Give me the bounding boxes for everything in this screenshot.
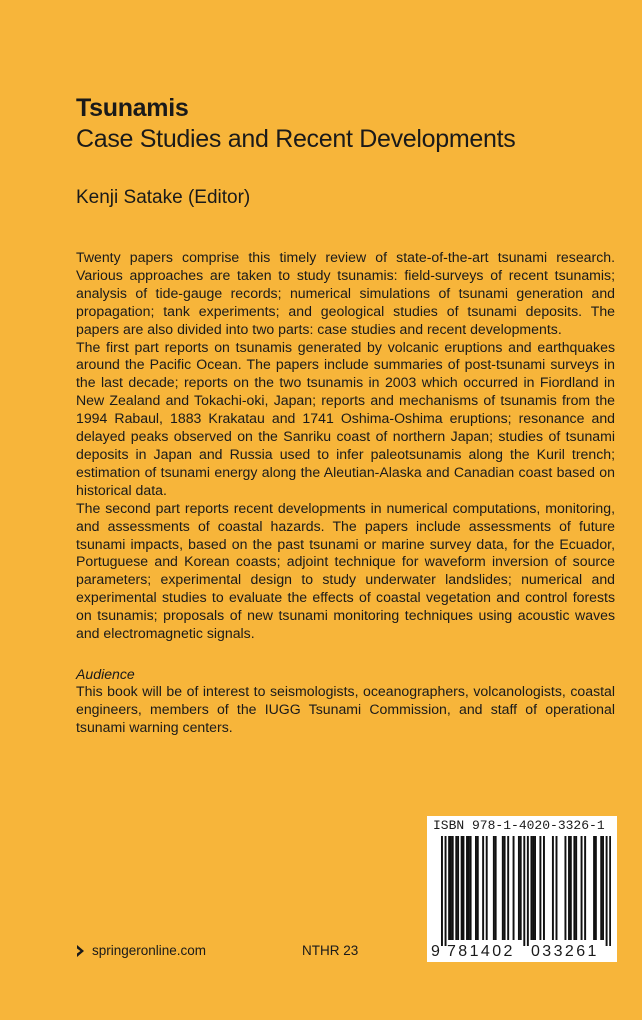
audience-text: This book will be of interest to seismologists, oceanographers, volcanologists, coastal engineers, members of the IUGG Tsunami Commission, and staff of operational tsunami warning centers. xyxy=(76,683,615,735)
description-paragraph-1: Twenty papers comprise this timely review of state-of-the-art tsunami research. Various approaches are taken to study tsunamis: field-surveys of recent tsunamis; analysis of tide-gauge records; numerical simulations of tsunami generation and propagation; tank experiments; and geological studies of tsunami deposits. The papers are also divided into two parts: case studies and recent developments. xyxy=(76,249,615,337)
book-subtitle: Case Studies and Recent Developments xyxy=(76,125,516,153)
barcode-bar xyxy=(462,836,464,940)
website-text: springeronline.com xyxy=(92,943,207,958)
barcode-bar xyxy=(504,836,506,940)
barcode-bar xyxy=(502,836,504,940)
barcode xyxy=(427,816,617,962)
barcode-bar xyxy=(556,836,558,940)
barcode-bar xyxy=(593,836,595,940)
audience-heading: Audience xyxy=(76,666,135,682)
barcode-bar xyxy=(468,836,470,940)
barcode-bar xyxy=(455,836,457,940)
description-paragraph-2: The first part reports on tsunamis generated by volcanic eruptions and earthquakes around the Pacific Ocean. The papers include summaries of post-tsunami surveys in the last decade; reports on the two tsunamis in 2003 which occurred in Fiordland in New Zealand and Tokachi-oki, Japan; reports and mechanisms of tsunamis from the 1994 Rabaul, 1883 Krakatau and 1741 Oshima-Oshima eruptions; resonance and delayed peaks observed on the Sanriku coast of northern Japan; studies of tsunami deposits in Japan and Russia used to infer paleotsunamis along the Kuril trench; estimation of tsunami energy along the Aleutian-Alaska and Canadian coast based on historical data. xyxy=(76,338,615,498)
barcode-bar xyxy=(486,836,488,940)
barcode-bar xyxy=(450,836,452,940)
barcode-lead-digit: 9 xyxy=(431,943,440,960)
barcode-bar xyxy=(448,836,450,940)
barcode-bar xyxy=(530,836,532,940)
barcode-bar xyxy=(507,836,509,940)
series-code: NTHR 23 xyxy=(302,943,359,958)
barcode-bar xyxy=(570,836,572,940)
barcode-bar xyxy=(445,836,447,946)
barcode-bar xyxy=(606,836,608,946)
arrow-right-icon xyxy=(76,944,86,958)
barcode-bar xyxy=(461,836,463,940)
barcode-bar xyxy=(518,836,520,940)
barcode-bar xyxy=(552,836,554,940)
barcode-bar xyxy=(602,836,604,940)
barcode-bar xyxy=(584,836,586,940)
barcode-bar xyxy=(609,836,611,946)
barcode-bar xyxy=(441,836,443,946)
barcode-bar xyxy=(595,836,597,940)
barcode-bar xyxy=(495,836,497,940)
barcode-bar xyxy=(466,836,468,940)
barcode-bar xyxy=(581,836,583,940)
barcode-bars xyxy=(441,836,611,946)
barcode-bar xyxy=(457,836,459,940)
barcode-digit-group-1: 781402 xyxy=(447,943,515,960)
barcode-bar xyxy=(539,836,541,940)
book-editor: Kenji Satake (Editor) xyxy=(76,187,251,208)
barcode-bar xyxy=(470,836,472,940)
barcode-digits xyxy=(427,942,617,962)
barcode-bar xyxy=(477,836,479,940)
barcode-bar xyxy=(568,836,570,940)
barcode-bar xyxy=(600,836,602,940)
description xyxy=(76,249,615,643)
barcode-bar xyxy=(513,836,515,940)
barcode-bar xyxy=(532,836,534,940)
book-title: Tsunamis xyxy=(76,94,189,122)
barcode-bar xyxy=(527,836,529,946)
barcode-bar xyxy=(493,836,495,940)
barcode-bar xyxy=(564,836,566,940)
barcode-bar xyxy=(520,836,522,940)
barcode-bar xyxy=(452,836,454,940)
barcode-bar xyxy=(482,836,484,940)
barcode-bar xyxy=(543,836,545,940)
barcode-bar xyxy=(575,836,577,940)
barcode-bar xyxy=(534,836,536,940)
barcode-bar xyxy=(523,836,525,946)
description-paragraph-3: The second part reports recent developments in numerical computations, monitoring, and assessments of coastal hazards. The papers include assessments of future tsunami impacts, based on the past tsunami or marine survey data, for the Ecuador, Portuguese and Korean coasts; adjoint technique for waveform inversion of source parameters; experimental design to study underwater landslides; numerical and experimental studies to evaluate the effects of coastal vegetation and control forests on tsunamis; proposals of new tsunami monitoring techniques using acoustic waves and electromagnetic signals. xyxy=(76,499,615,642)
barcode-digit-group-2: 033261 xyxy=(531,943,599,960)
isbn-label: ISBN 978-1-4020-3326-1 xyxy=(433,818,605,833)
barcode-bar xyxy=(475,836,477,940)
website-link[interactable] xyxy=(76,942,206,960)
barcode-bar xyxy=(573,836,575,940)
